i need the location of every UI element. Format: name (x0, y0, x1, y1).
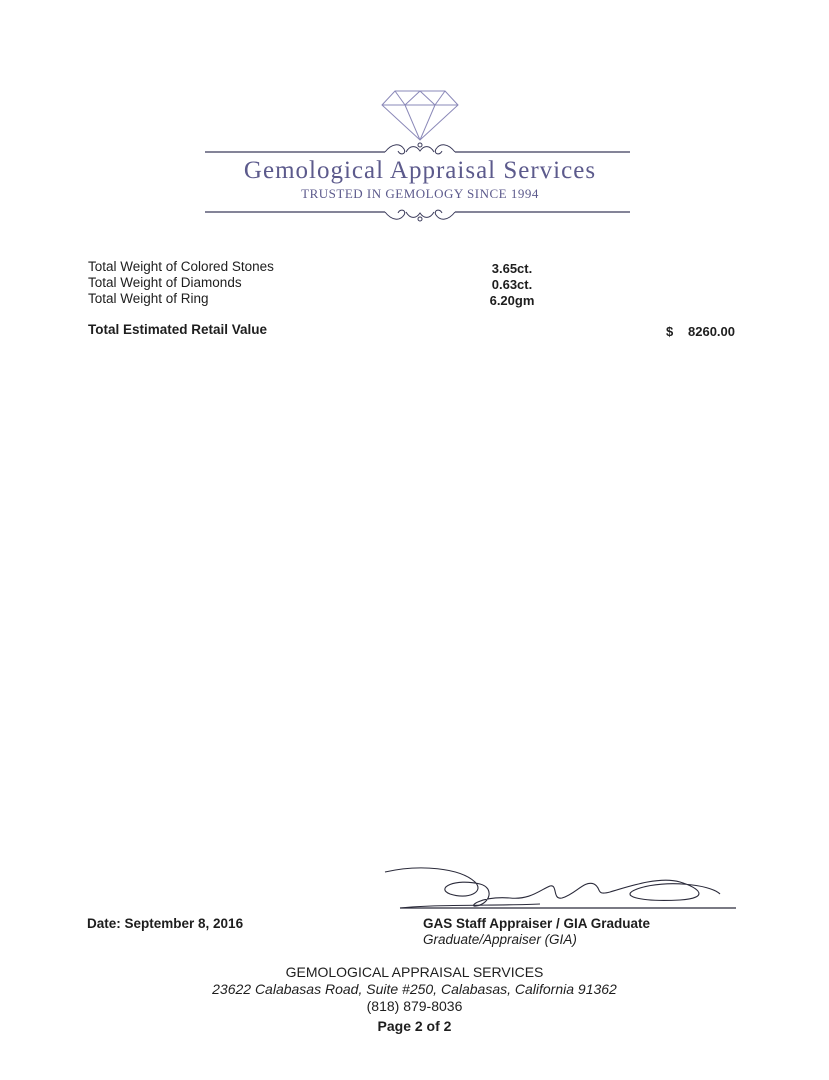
total-value-amount: 8260.00 (688, 324, 735, 339)
appraiser-credential: Graduate/Appraiser (GIA) (423, 932, 577, 947)
signature (380, 860, 740, 916)
footer-address: 23622 Calabasas Road, Suite #250, Calabasas, California 91362 (212, 981, 617, 997)
currency-symbol: $ (666, 324, 674, 339)
weight-label-colored-stones: Total Weight of Colored Stones (88, 259, 274, 274)
company-name: Gemological Appraisal Services (243, 157, 597, 184)
weight-value-ring: 6.20gm (489, 293, 535, 308)
weight-label-diamonds: Total Weight of Diamonds (88, 275, 242, 290)
company-logo (200, 85, 640, 225)
appraiser-title: GAS Staff Appraiser / GIA Graduate (423, 916, 651, 931)
appraisal-date: Date: September 8, 2016 (87, 916, 244, 931)
weight-value-colored-stones: 3.65ct. (491, 261, 533, 276)
total-value-label: Total Estimated Retail Value (88, 322, 268, 337)
company-tagline: TRUSTED IN GEMOLOGY SINCE 1994 (301, 186, 539, 201)
signature-icon (380, 860, 740, 916)
weight-value-diamonds: 0.63ct. (491, 277, 533, 292)
diamond-logo-icon (200, 85, 640, 225)
footer-phone: (818) 879-8036 (366, 998, 463, 1014)
weight-label-ring: Total Weight of Ring (88, 291, 209, 306)
page-number: Page 2 of 2 (377, 1018, 452, 1034)
footer-company: GEMOLOGICAL APPRAISAL SERVICES (285, 964, 544, 980)
